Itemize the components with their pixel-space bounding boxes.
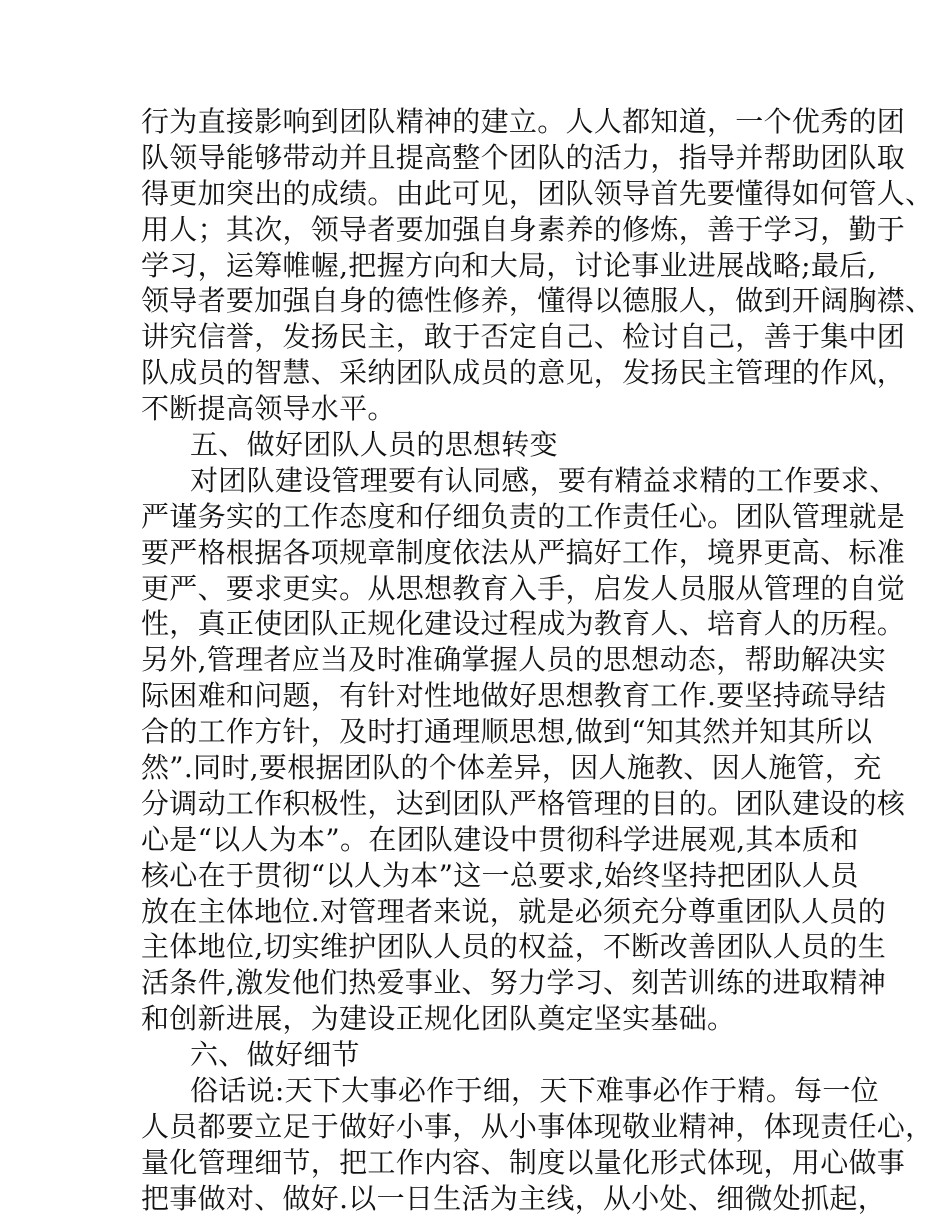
text-line: 队领导能够带动并且提高整个团队的活力，指导并帮助团队取 — [141, 140, 906, 174]
text-line: 讲究信誉，发扬民主，敢于否定自己、检讨自己，善于集中团 — [141, 320, 906, 354]
text-line: 主体地位,切实维护团队人员的权益，不断改善团队人员的生 — [141, 930, 887, 964]
text-line: 性，真正使团队正规化建设过程成为教育人、培育人的历程。 — [141, 607, 906, 641]
text-line: 放在主体地位.对管理者来说，就是必须充分尊重团队人员的 — [141, 894, 887, 928]
text-line: 把事做对、做好.以一日生活为主线，从小处、细微处抓起， — [141, 1181, 887, 1215]
section-heading: 六、做好细节 — [190, 1038, 360, 1072]
text-line: 和创新进展，为建设正规化团队奠定坚实基础。 — [141, 1002, 736, 1036]
text-line: 心是“以人为本”。在团队建设中贯彻科学进展观,其本质和 — [141, 822, 859, 856]
section-heading: 五、做好团队人员的思想转变 — [190, 428, 558, 462]
text-line: 合的工作方针，及时打通理顺思想,做到“知其然并知其所以 — [141, 715, 873, 749]
text-line: 严谨务实的工作态度和仔细负责的工作责任心。团队管理就是 — [141, 499, 906, 533]
text-line: 活条件,激发他们热爱事业、努力学习、刻苦训练的进取精神 — [141, 966, 887, 1000]
text-line: 不断提高领导水平。 — [141, 392, 396, 426]
text-line: 核心在于贯彻“以人为本”这一总要求,始终坚持把团队人员 — [141, 858, 859, 892]
text-line: 得更加突出的成绩。由此可见，团队领导首先要懂得如何管人、 — [141, 176, 934, 210]
text-line: 然”.同时,要根据团队的个体差异，因人施教、因人施管，充 — [141, 751, 882, 785]
text-line: 另外,管理者应当及时准确掌握人员的思想动态，帮助解决实 — [141, 643, 887, 677]
text-line: 领导者要加强自身的德性修养，懂得以德服人，做到开阔胸襟、 — [141, 284, 934, 318]
paragraph-start-line: 对团队建设管理要有认同感，要有精益求精的工作要求、 — [190, 463, 898, 497]
text-line: 队成员的智慧、采纳团队成员的意见，发扬民主管理的作风， — [141, 356, 906, 390]
text-line: 分调动工作积极性，达到团队严格管理的目的。团队建设的核 — [141, 786, 906, 820]
text-line: 用人；其次，领导者要加强自身素养的修炼，善于学习，勤于 — [141, 212, 906, 246]
text-line: 更严、要求更实。从思想教育入手，启发人员服从管理的自觉 — [141, 571, 906, 605]
text-line: 际困难和问题，有针对性地做好思想教育工作.要坚持疏导结 — [141, 679, 887, 713]
text-line: 行为直接影响到团队精神的建立。人人都知道，一个优秀的团 — [141, 105, 906, 138]
paragraph-start-line: 俗话说:天下大事必作于细，天下难事必作于精。每一位 — [190, 1074, 879, 1108]
text-line: 人员都要立足于做好小事，从小事体现敬业精神，体现责任心， — [141, 1109, 934, 1143]
text-line: 要严格根据各项规章制度依法从严搞好工作，境界更高、标准 — [141, 535, 906, 569]
body-text — [141, 104, 934, 1217]
text-line: 学习，运筹帷幄,把握方向和大局，讨论事业进展战略;最后, — [141, 248, 877, 282]
text-line: 量化管理细节，把工作内容、制度以量化形式体现，用心做事 — [141, 1145, 906, 1179]
